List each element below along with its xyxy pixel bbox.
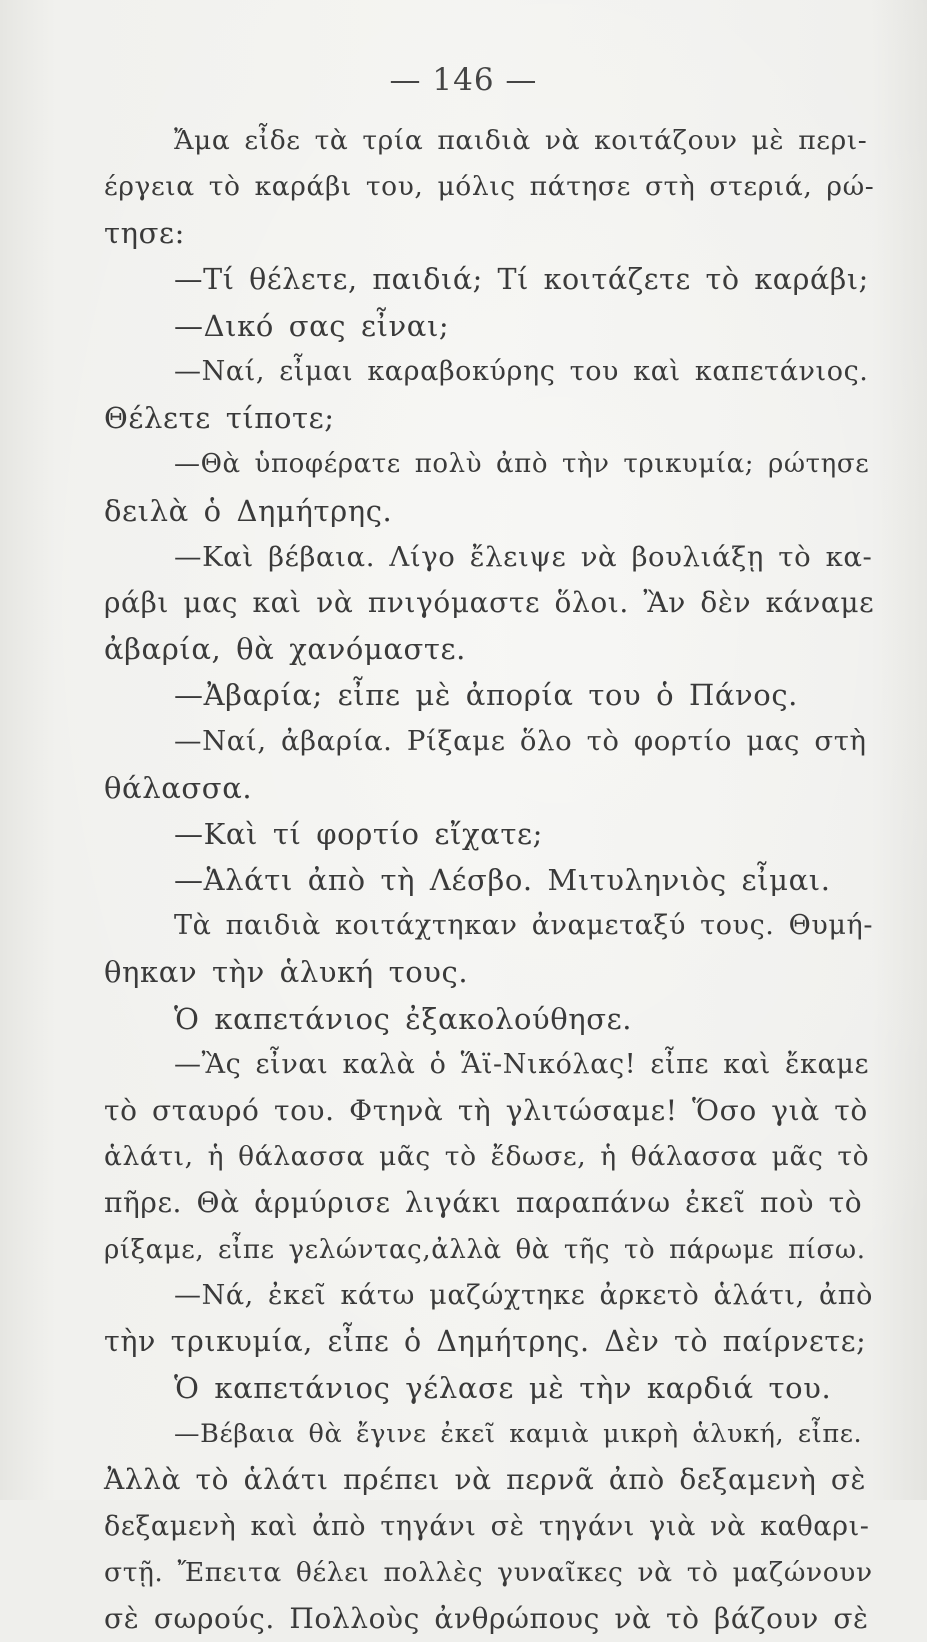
text-line: έργεια τὸ καράβι του, μόλις πάτησε στὴ στεριά, ρώ- bbox=[104, 171, 875, 203]
text-line: ἁλάτι, ἡ θάλασσα μᾶς τὸ ἔδωσε, ἡ θάλασσα μᾶς τὸ bbox=[104, 1141, 870, 1173]
text-line: —Βέβαια θὰ ἔγινε ἐκεῖ καμιὰ μικρὴ ἁλυκή, εἶπε. bbox=[174, 1419, 863, 1450]
body-text bbox=[104, 118, 874, 1642]
text-line: δεξαμενὴ καὶ ἀπὸ τηγάνι σὲ τηγάνι γιὰ νὰ καθαρι- bbox=[104, 1510, 870, 1542]
text-line: θάλασσα. bbox=[104, 770, 253, 805]
text-line: —Ναί, ἀβαρία. Ρίξαμε ὅλο τὸ φορτίο μας στὴ bbox=[174, 725, 867, 758]
text-line: —Νά, ἐκεῖ κάτω μαζώχτηκε ἀρκετὸ ἁλάτι, ἀπὸ bbox=[174, 1279, 873, 1311]
text-line: —Ναί, εἶμαι καραβοκύρης του καὶ καπετάνιος. bbox=[174, 355, 869, 387]
text-line: —Θὰ ὑποφέρατε πολὺ ἀπὸ τὴν τρικυμία; ρώτησε bbox=[174, 449, 870, 480]
text-line: —Δικό σας εἶναι; bbox=[174, 308, 450, 343]
text-line: Ἄμα εἶδε τὰ τρία παιδιὰ νὰ κοιτάζουν μὲ περι- bbox=[174, 125, 868, 156]
text-line: τησε: bbox=[104, 216, 186, 251]
text-line: Ἀλλὰ τὸ ἁλάτι πρέπει νὰ περνᾶ ἀπὸ δεξαμενὴ σὲ bbox=[104, 1463, 867, 1497]
text-line: θηκαν τὴν ἁλυκή τους. bbox=[104, 955, 469, 990]
text-line: ρίξαμε, εἶπε γελώντας,ἀλλὰ θὰ τῆς τὸ πάρωμε πίσω. bbox=[104, 1234, 866, 1265]
text-line: Τὰ παιδιὰ κοιτάχτηκαν ἀναμεταξύ τους. Θυμή- bbox=[174, 910, 874, 942]
text-line: —Καὶ τί φορτίο εἴχατε; bbox=[174, 816, 543, 851]
text-line: Θέλετε τίποτε; bbox=[104, 401, 335, 436]
text-line: ἀβαρία, θὰ χανόμαστε. bbox=[104, 632, 466, 667]
text-line: τὸ σταυρό του. Φτηνὰ τὴ γλιτώσαμε! Ὅσο γιὰ τὸ bbox=[104, 1093, 868, 1127]
text-line: σὲ σωρούς. Πολλοὺς ἀνθρώπους νὰ τὸ βάζουν σὲ bbox=[104, 1602, 869, 1635]
text-line: Ὁ καπετάνιος ἐξακολούθησε. bbox=[174, 1001, 633, 1036]
text-line: —Καὶ βέβαια. Λίγο ἔλειψε νὰ βουλιάξῃ τὸ κα- bbox=[174, 540, 873, 573]
text-line: δειλὰ ὁ Δημήτρης. bbox=[104, 493, 393, 528]
text-line: Ὁ καπετάνιος γέλασε μὲ τὴν καρδιά του. bbox=[174, 1371, 832, 1406]
text-line: πῆρε. Θὰ ἁρμύρισε λιγάκι παραπάνω ἐκεῖ ποὺ τὸ bbox=[104, 1186, 863, 1220]
text-line: —Ἀβαρία; εἶπε μὲ ἀπορία του ὁ Πάνος. bbox=[174, 678, 798, 713]
text-line: τὴν τρικυμία, εἶπε ὁ Δημήτρης. Δὲν τὸ παίρνετε; bbox=[104, 1324, 867, 1358]
text-line: —Ἁλάτι ἀπὸ τὴ Λέσβο. Μιτυληνιὸς εἶμαι. bbox=[174, 863, 831, 897]
text-line: —Ἂς εἶναι καλὰ ὁ Ἅϊ-Νικόλας! εἶπε καὶ ἔκαμε bbox=[174, 1048, 870, 1080]
page-number: — 146 — bbox=[389, 62, 538, 98]
text-line: ράβι μας καὶ νὰ πνιγόμαστε ὅλοι. Ἂν δὲν κάναμε bbox=[104, 585, 875, 619]
text-line: στῇ. Ἔπειτα θέλει πολλὲς γυναῖκες νὰ τὸ μαζώνουν bbox=[104, 1556, 873, 1588]
text-line: —Τί θέλετε, παιδιά; Τί κοιτάζετε τὸ καράβι; bbox=[174, 262, 869, 296]
